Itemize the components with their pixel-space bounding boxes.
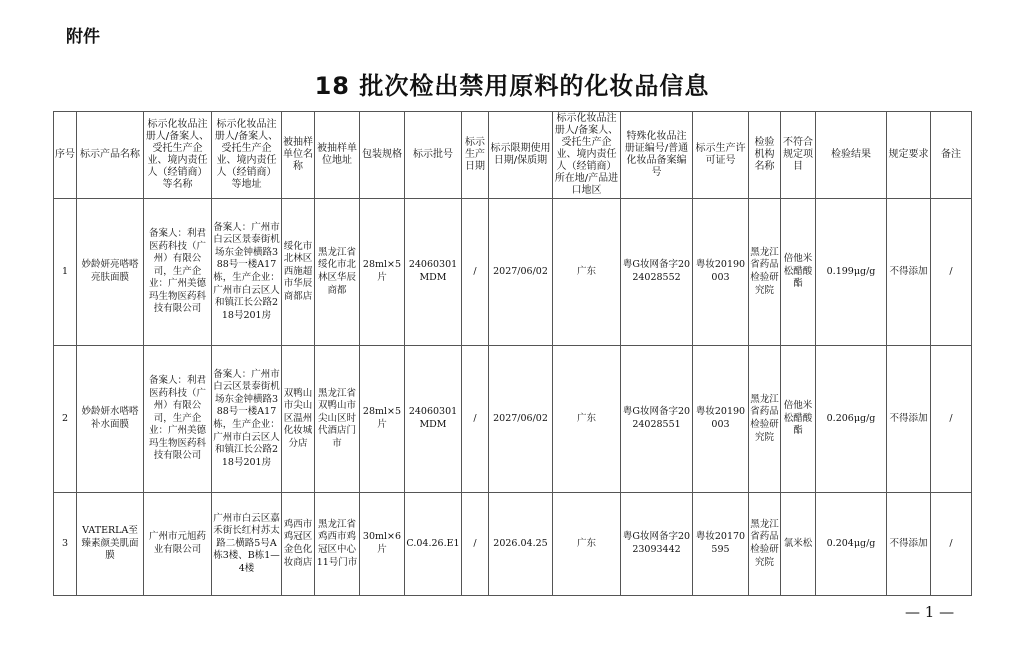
col-header: 备注 [931,112,972,199]
cell-sampled-address: 黑龙江省双鸭山市尖山区时代酒店门市 [315,346,360,493]
cell-expiry: 2026.04.25 [489,493,553,596]
cell-batch: 24060301MDM [405,199,462,346]
table-header-row [54,112,972,199]
table-row [54,199,972,346]
cell-registration-no: 粤G妆网备字2023093442 [621,493,693,596]
cell-batch: 24060301MDM [405,346,462,493]
cell-license-no: 粤妆20170595 [693,493,749,596]
cell-no: 1 [54,199,77,346]
cell-remark: / [931,346,972,493]
col-header: 标示限期使用日期/保质期 [489,112,553,199]
table-row [54,346,972,493]
col-header: 不符合规定项目 [781,112,816,199]
cell-package: 30ml×6片 [360,493,405,596]
col-header: 被抽样单位名称 [282,112,315,199]
page-number: — 1 — [905,603,955,621]
cell-agency: 黑龙江省药品检验研究院 [749,346,781,493]
col-header: 标示批号 [405,112,462,199]
cell-registration-no: 粤G妆网备字2024028551 [621,346,693,493]
cell-company-names: 广州市元旭药业有限公司 [144,493,212,596]
col-header: 标示产品名称 [77,112,144,199]
cell-sampled-unit: 绥化市北林区西施超市华辰商都店 [282,199,315,346]
cell-company-names: 备案人：利君医药科技（广州）有限公司，生产企业：广州美德玛生物医药科技有限公司 [144,199,212,346]
col-header: 规定要求 [887,112,931,199]
cell-sampled-unit: 鸡西市鸡冠区金色化妆商店 [282,493,315,596]
cell-company-addresses: 备案人：广州市白云区景泰街机场东金钟横路388号一楼A17栋，生产企业：广州市白云区人和镇江长公路218号201房 [212,199,282,346]
cell-result: 0.199μg/g [816,199,887,346]
cell-result: 0.204μg/g [816,493,887,596]
cell-item: 倍他米松醋酸酯 [781,199,816,346]
col-header: 标示化妆品注册人/备案人、受托生产企业、境内责任人（经销商）等名称 [144,112,212,199]
cell-requirement: 不得添加 [887,346,931,493]
cell-product: VATERLA至臻素颜美肌面膜 [77,493,144,596]
cell-registration-no: 粤G妆网备字2024028552 [621,199,693,346]
cell-sampled-unit: 双鸭山市尖山区温州化妆城分店 [282,346,315,493]
col-header: 检验机构名称 [749,112,781,199]
cell-location: 广东 [553,346,621,493]
cell-sampled-address: 黑龙江省绥化市北林区华辰商都 [315,199,360,346]
cell-no: 3 [54,493,77,596]
cell-sampled-address: 黑龙江省鸡西市鸡冠区中心11号门市 [315,493,360,596]
cell-item: 倍他米松醋酸酯 [781,346,816,493]
cell-package: 28ml×5片 [360,199,405,346]
cell-expiry: 2027/06/02 [489,346,553,493]
cell-result: 0.206μg/g [816,346,887,493]
cell-expiry: 2027/06/02 [489,199,553,346]
cell-agency: 黑龙江省药品检验研究院 [749,199,781,346]
col-header: 标示生产许可证号 [693,112,749,199]
cell-production-date: / [462,346,489,493]
col-header: 包装规格 [360,112,405,199]
cell-production-date: / [462,493,489,596]
cell-location: 广东 [553,493,621,596]
col-header: 标示生产日期 [462,112,489,199]
cell-requirement: 不得添加 [887,199,931,346]
cell-no: 2 [54,346,77,493]
cell-company-addresses: 备案人：广州市白云区景泰街机场东金钟横路388号一楼A17栋，生产企业：广州市白云区人和镇江长公路218号201房 [212,346,282,493]
col-header: 标示化妆品注册人/备案人、受托生产企业、境内责任人（经销商）所在地/产品进口地区 [553,112,621,199]
attachment-label: 附件 [66,27,100,47]
cell-license-no: 粤妆20190003 [693,346,749,493]
cell-license-no: 粤妆20190003 [693,199,749,346]
col-header: 检验结果 [816,112,887,199]
cell-agency: 黑龙江省药品检验研究院 [749,493,781,596]
col-header: 特殊化妆品注册证编号/普通化妆品备案编号 [621,112,693,199]
cell-product: 妙龄妍亮嗒嗒亮肤面膜 [77,199,144,346]
cell-item: 氯米松 [781,493,816,596]
cell-production-date: / [462,199,489,346]
cell-location: 广东 [553,199,621,346]
cell-requirement: 不得添加 [887,493,931,596]
cell-company-addresses: 广州市白云区嘉禾街长红村苏太路二横路5号A栋3楼、B栋1—4楼 [212,493,282,596]
cell-remark: / [931,199,972,346]
cell-package: 28ml×5片 [360,346,405,493]
document-title: 18 批次检出禁用原料的化妆品信息 [314,72,710,100]
col-header: 标示化妆品注册人/备案人、受托生产企业、境内责任人（经销商）等地址 [212,112,282,199]
table-row [54,493,972,596]
col-header: 被抽样单位地址 [315,112,360,199]
cell-remark: / [931,493,972,596]
cell-product: 妙龄妍水嗒嗒补水面膜 [77,346,144,493]
cell-company-names: 备案人：利君医药科技（广州）有限公司，生产企业：广州美德玛生物医药科技有限公司 [144,346,212,493]
col-header: 序号 [54,112,77,199]
cosmetics-table [53,111,972,596]
cell-batch: C.04.26.E1 [405,493,462,596]
